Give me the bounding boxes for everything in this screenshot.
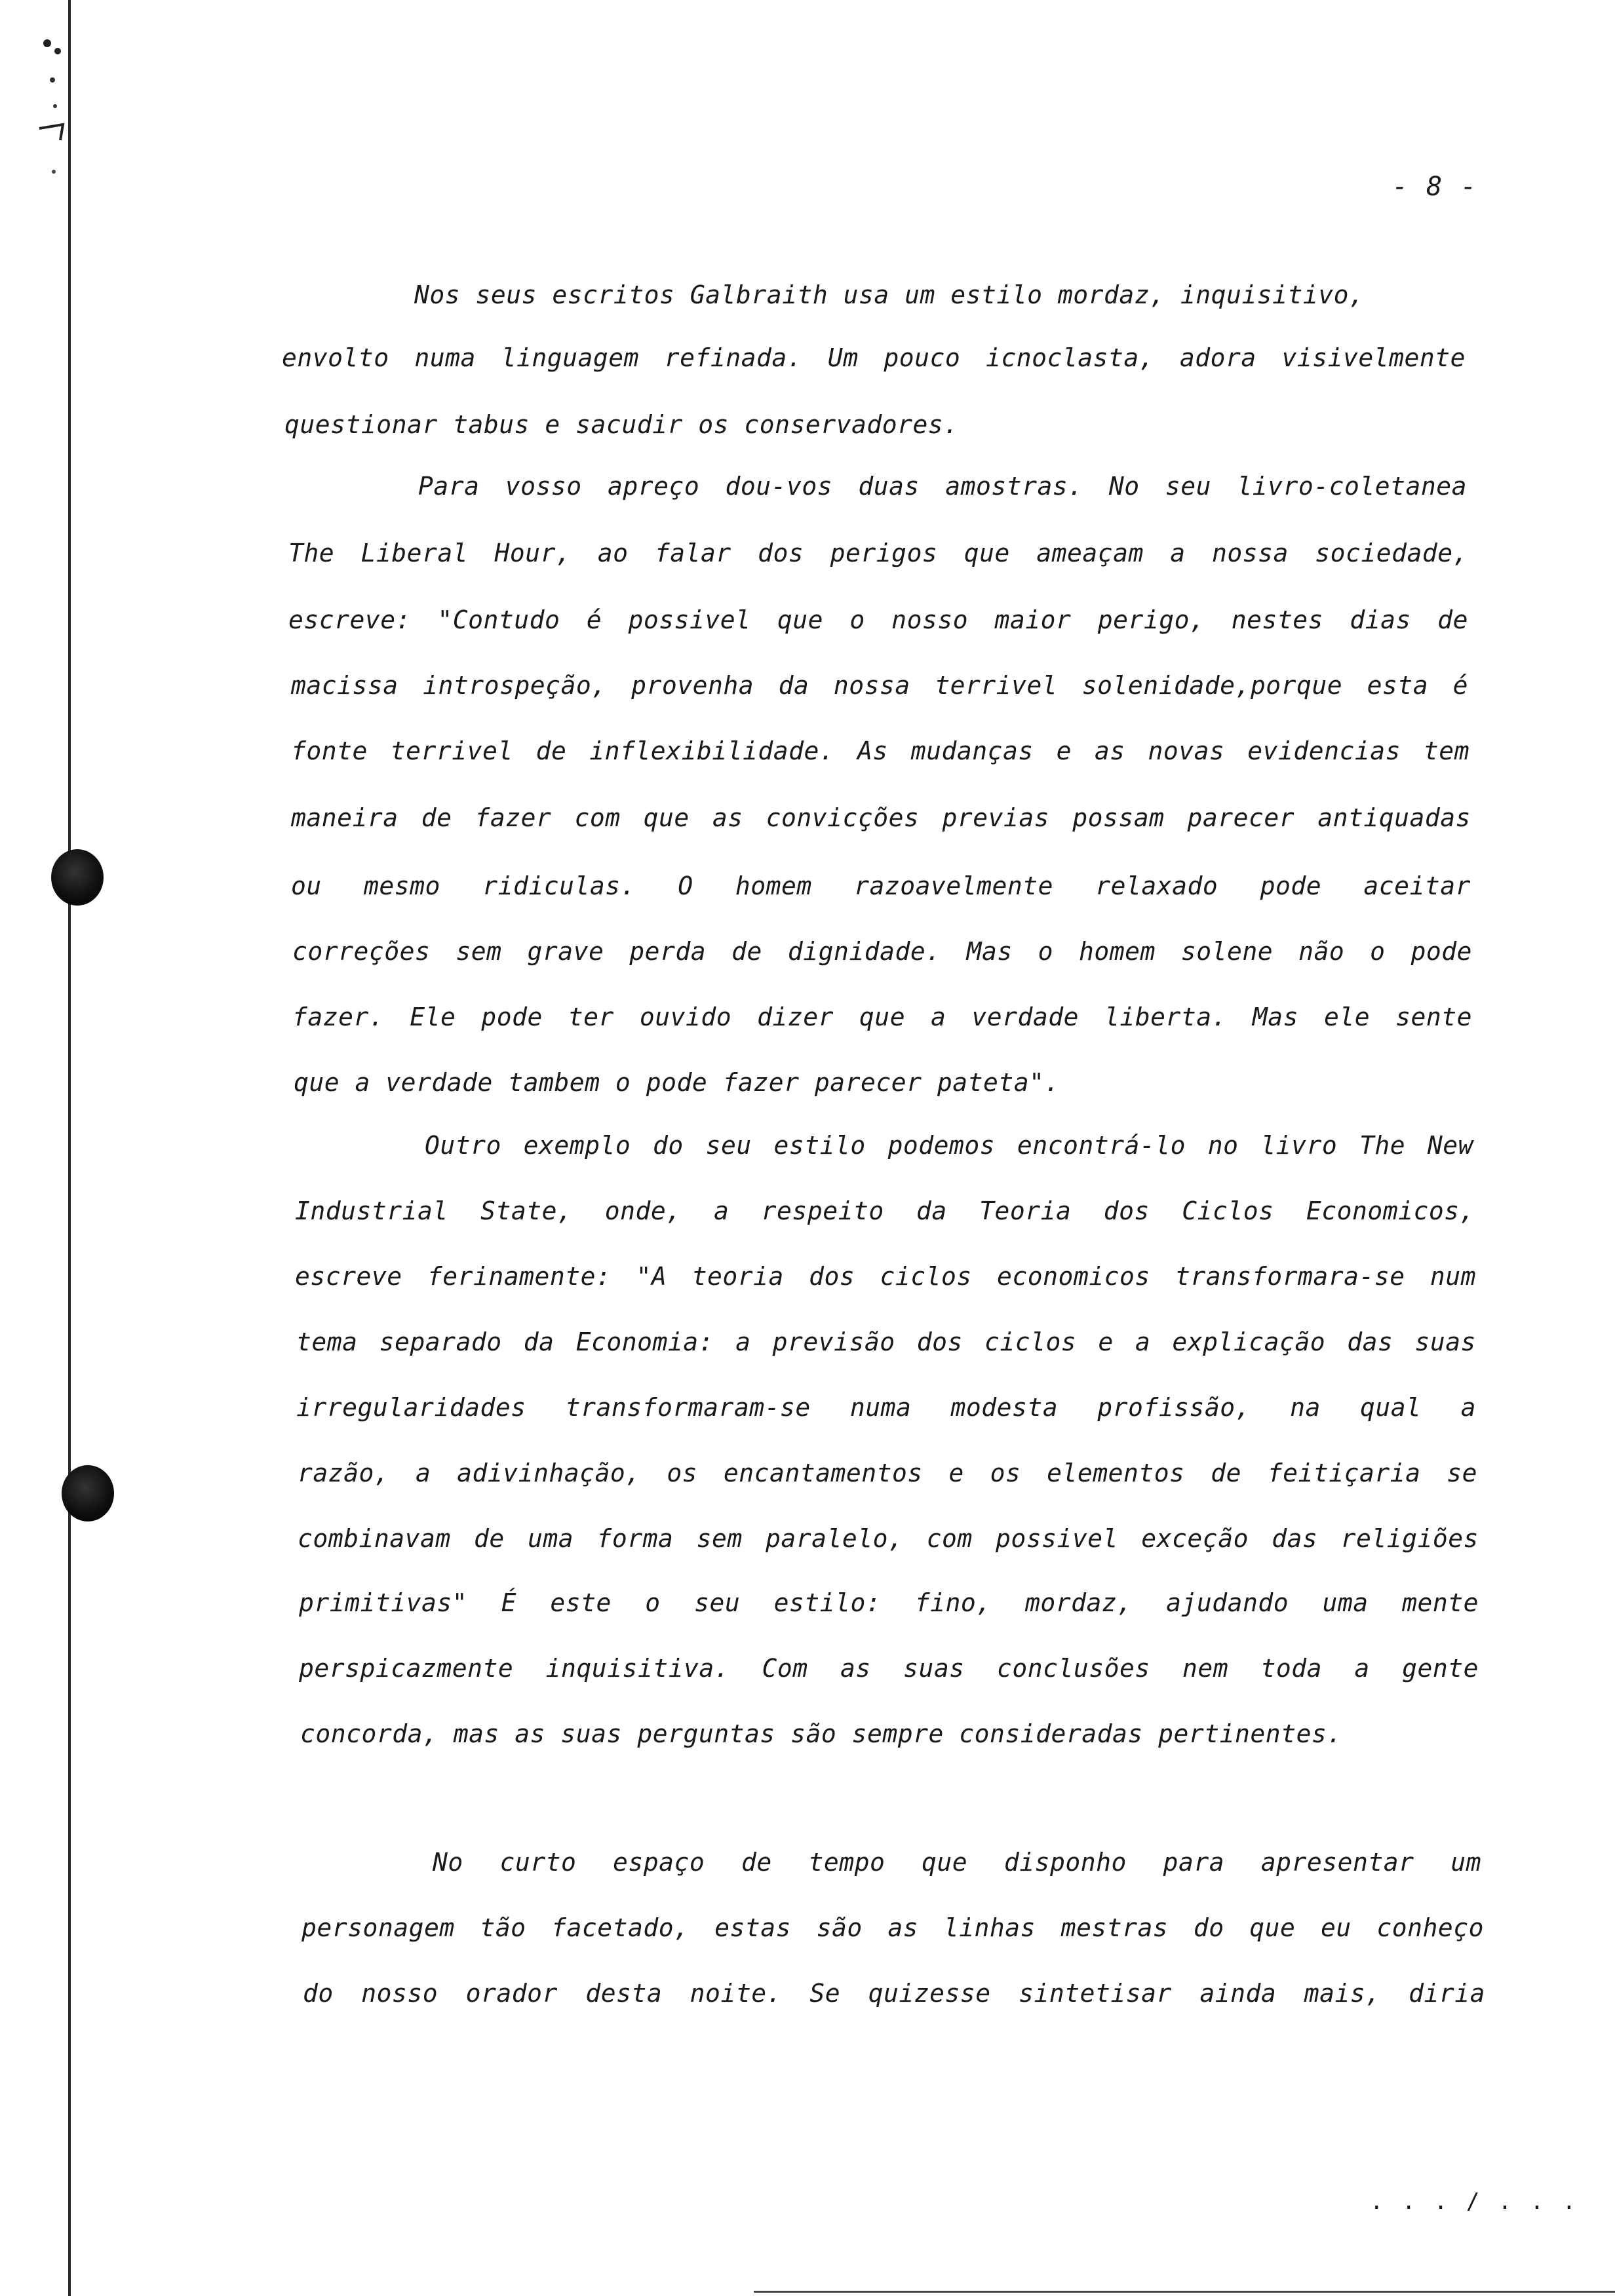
text-line: combinavam de uma forma sem paralelo, com possivel exceção das religiões [298,1524,1479,1553]
text-line: questionar tabus e sacudir os conservadores. [284,410,959,439]
text-line: perspicazmente inquisitiva. Com as suas conclusões nem toda a gente [299,1654,1479,1683]
text-line: envolto numa linguagem refinada. Um pouco icnoclasta, adora visivelmente [282,343,1466,372]
text-line: personagem tão facetado, estas são as linhas mestras do que eu conheço [302,1913,1484,1942]
text-line: Outro exemplo do seu estilo podemos encontrá-lo no livro The New [425,1131,1473,1160]
text-line: The Liberal Hour, ao falar dos perigos que ameaçam a nossa sociedade, [288,539,1468,567]
text-line: tema separado da Economia: a previsão dos ciclos e a explicação das suas [296,1328,1476,1356]
text-line: escreve ferinamente: "A teoria dos ciclos economicos transformara-se num [295,1262,1476,1291]
text-line: maneira de fazer com que as convicções previas possam parecer antiquadas [291,803,1471,832]
text-line: fazer. Ele pode ter ouvido dizer que a verdade liberta. Mas ele sente [292,1003,1472,1031]
text-line: razão, a adivinhação, os encantamentos e os elementos de feitiçaria se [298,1459,1477,1487]
text-line: Industrial State, onde, a respeito da Teoria dos Ciclos Economicos, [295,1196,1475,1225]
continuation-mark: . . . / . . . [1370,2189,1579,2215]
text-line: macissa introspeção, provenha da nossa terrivel solenidade,porque esta é [291,671,1468,700]
page-number: - 8 - [1392,172,1478,202]
text-line: do nosso orador desta noite. Se quizesse sintetisar ainda mais, diria [303,1979,1485,2008]
text-line: correções sem grave perda de dignidade. Mas o homem solene não o pode [292,937,1472,966]
text-line: escreve: "Contudo é possivel que o nosso maior perigo, nestes dias de [288,605,1468,634]
page-bottom-edge [754,2291,1615,2293]
page-left-edge [68,0,71,2296]
text-line: concorda, mas as suas perguntas são sempre consideradas pertinentes. [300,1719,1342,1748]
text-line: ou mesmo ridiculas. O homem razoavelmente relaxado pode aceitar [291,871,1471,900]
binder-hole-upper [51,849,104,906]
text-line: Para vosso apreço dou-vos duas amostras. No seu livro-coletanea [418,472,1467,501]
text-line: primitivas" É este o seu estilo: fino, mordaz, ajudando uma mente [299,1588,1479,1617]
text-line: que a verdade tambem o pode fazer parecer pateta". [294,1068,1060,1097]
text-line: irregularidades transformaram-se numa modesta profissão, na qual a [296,1393,1476,1422]
scan-specks [0,0,105,197]
text-line: fonte terrivel de inflexibilidade. As mudanças e as novas evidencias tem [291,737,1469,765]
binder-hole-lower [62,1465,114,1521]
text-line: Nos seus escritos Galbraith usa um estilo mordaz, inquisitivo, [414,280,1365,309]
text-line: No curto espaço de tempo que disponho para apresentar um [433,1848,1481,1877]
